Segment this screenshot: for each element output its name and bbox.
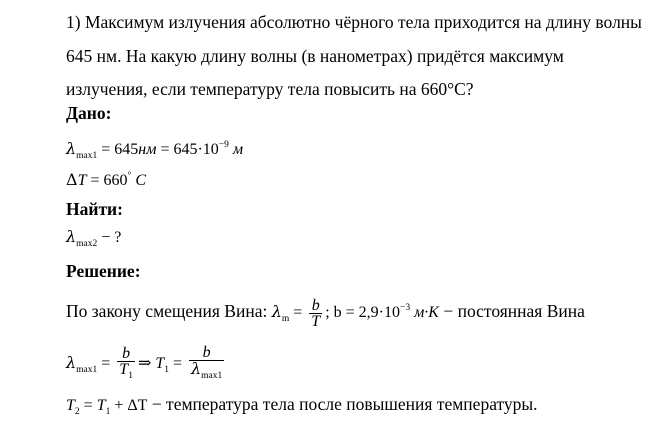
t2-delta-t: + ΔT bbox=[110, 397, 148, 414]
eq2-lambda-subscript: max1 bbox=[76, 365, 98, 376]
lambda-unit-m: м bbox=[232, 141, 244, 158]
find-lambda-formula: $\lambda_{max2}$ − ? bbox=[66, 227, 122, 249]
eq2-fraction-right: $\frac{b}{\lambda_{max1}}$ bbox=[191, 344, 223, 381]
lambda-m-subscript: m bbox=[281, 314, 290, 325]
given-delta-t-formula: ΔT = 660° C bbox=[66, 170, 146, 189]
problem-line-3: излучения, если температуру тела повысить на 660°С? bbox=[66, 79, 474, 99]
wien-intro-text: По закону смещения Вина: bbox=[66, 301, 272, 322]
wien-law-formula: По закону смещения Вина: $\lambda_m$ = $\frac{b}{T}$ ; $b = 2,9\cdot 10^{-3}$ м·K − постоянная Вина bbox=[66, 297, 585, 330]
problem-line-1: 1) Максимум излучения абсолютно чёрного тела приходится на длину волны bbox=[66, 12, 642, 32]
given-heading: Дано: bbox=[66, 103, 112, 123]
delta-t-value: = 660 bbox=[90, 172, 128, 189]
t2-formula: $T_2 = T_1 + \Delta T$ − температура тела после повышения температуры. bbox=[66, 394, 538, 417]
lambda-value: = 645 bbox=[101, 141, 139, 158]
wien-b-units: м·K bbox=[414, 304, 439, 322]
lambda-value-si: = 645·10 bbox=[160, 141, 219, 158]
wien-tail-text: − постоянная Вина bbox=[438, 301, 585, 322]
find-question: − ? bbox=[97, 229, 122, 246]
lambda-exponent: −9 bbox=[218, 140, 229, 150]
given-lambda-formula: $\lambda_{max1} = 645нм = 645\cdot 10^{-9}$ м bbox=[66, 139, 244, 161]
solution-heading: Решение: bbox=[66, 261, 141, 281]
find-lambda-subscript: max2 bbox=[76, 239, 98, 249]
find-heading: Найти: bbox=[66, 199, 123, 219]
eq2-fraction-left: $\frac{b}{T_1}$ bbox=[119, 344, 133, 381]
problem-line-2: 645 нм. На какую длину волны (в нанометрах) придётся максимум bbox=[66, 46, 564, 66]
lambda-unit-nm: нм bbox=[138, 141, 157, 158]
wien-b-value: ; b = 2,9·10 bbox=[325, 304, 400, 322]
wien-fraction-numerator: b bbox=[309, 298, 322, 314]
delta-t-degree: ° bbox=[127, 171, 132, 181]
t2-tail-text: − температура тела после повышения температуры. bbox=[147, 394, 538, 414]
implies-arrow: ⇒ bbox=[137, 353, 152, 373]
lambda-subscript: max1 bbox=[76, 151, 98, 161]
wien-fraction-denominator: T bbox=[311, 313, 321, 330]
temperature-formula: $\lambda_{max1}$ = $\frac{b}{T_1}$ ⇒ $T_1$ = $\frac{b}{\lambda_{max1}}$ bbox=[66, 345, 227, 384]
delta-t-unit: C bbox=[135, 172, 146, 189]
wien-b-exponent: −3 bbox=[399, 303, 411, 314]
wien-fraction bbox=[309, 298, 322, 329]
